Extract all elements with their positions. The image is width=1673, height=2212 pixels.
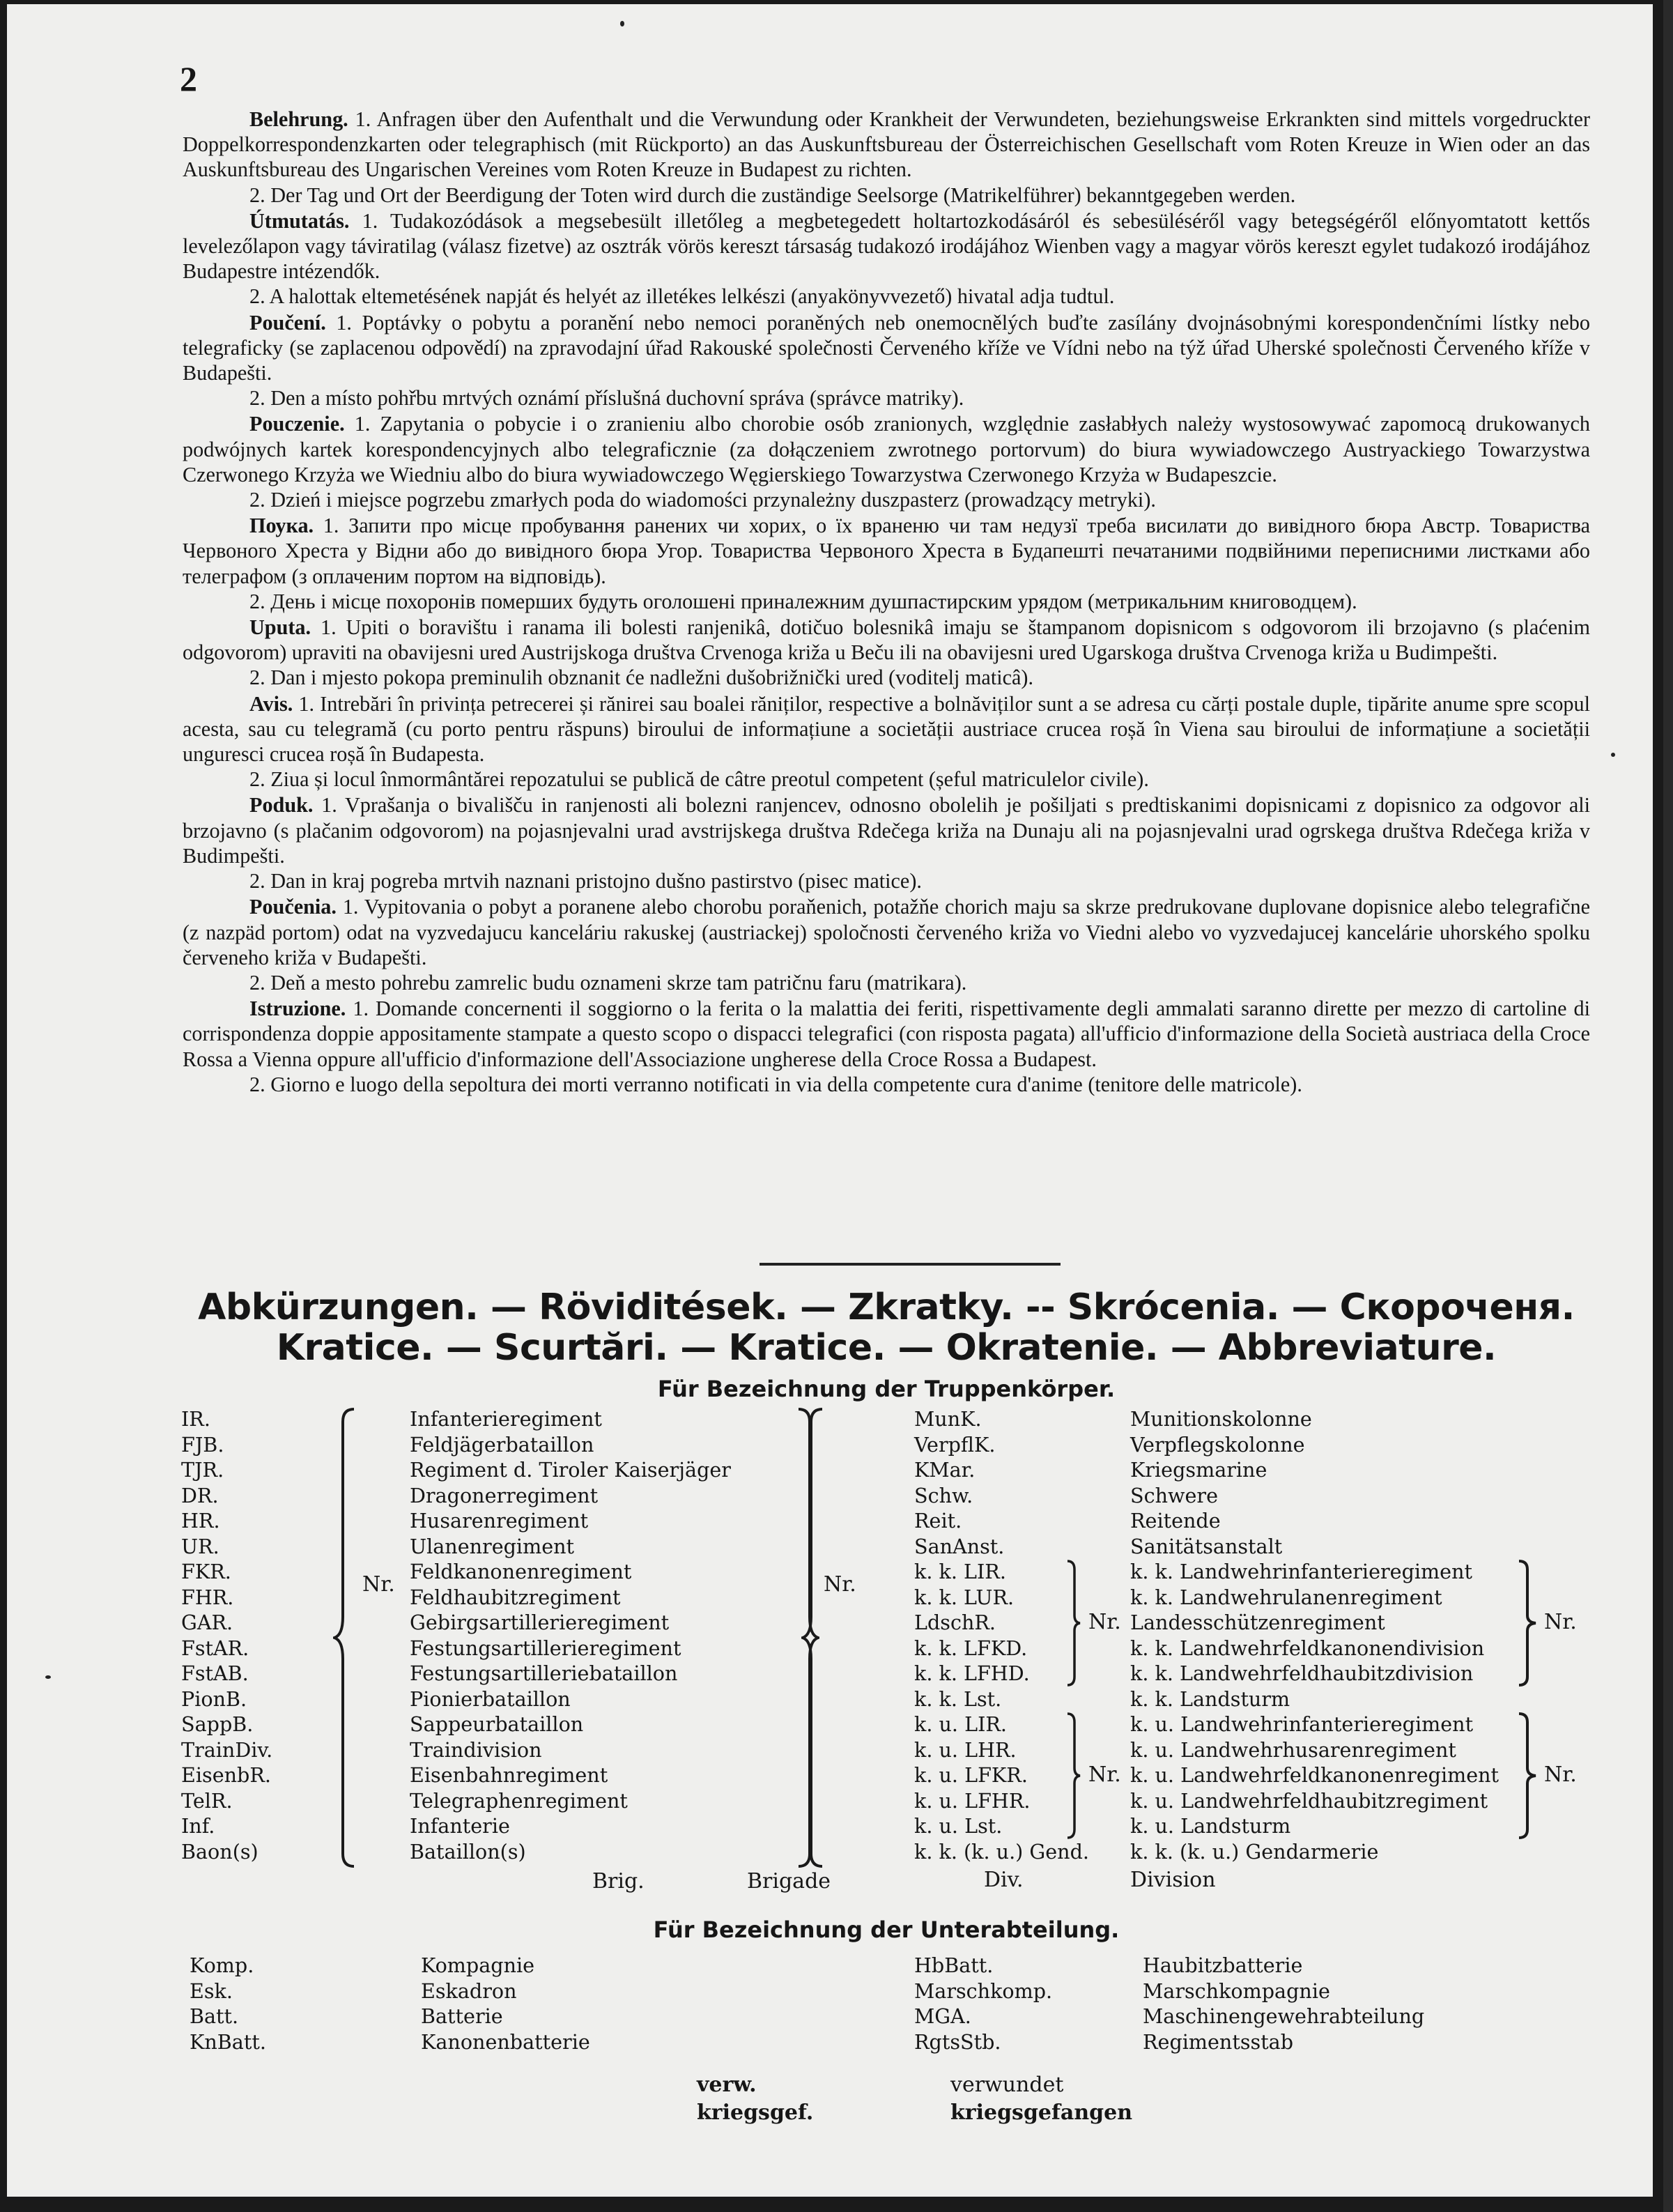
instruction-paragraph	[183, 691, 1590, 767]
troop-right-abbr-column	[914, 1406, 1089, 1864]
troop-abbr: EisenbR.	[181, 1763, 271, 1787]
instruction-text: 1. Upiti o boravištu i ranama ili bolesti ranjenikâ, dotičuo bolesnikâ imaju se štampanom dopisnicom s odgovorom ili brzojavno (s plaćenim odgovorom) upraviti na obavijesni ured Austrijskoga društva Crvenoga križa u Beču ili na obavijesni ured Ugarskoga društva Crvenoga križa u Budimpešti.	[183, 615, 1591, 665]
brig-full: Brigade	[747, 1869, 831, 1894]
instruction-paragraph	[183, 996, 1590, 1072]
troop-full-name: Reitende	[1130, 1509, 1221, 1533]
troop-full-name: k. k. Landsturm	[1130, 1687, 1290, 1711]
sub-left-full-column	[421, 1953, 590, 2054]
troop-full-name: Traindivision	[410, 1737, 542, 1762]
subunit-abbr: HbBatt.	[914, 1953, 994, 1977]
div-abbr: Div.	[984, 1868, 1024, 1892]
instruction-label: Avis.	[249, 691, 293, 716]
subunit-full-name: Kanonenbatterie	[421, 2029, 590, 2054]
instruction-text: 1. Zapytania o pobycie i o zranieniu albo chorobie osób zranionych, względnie zasłabłych należy wystosowywać zapomocą drukowanych podwójnych kartek korespondencyjnych albo telegraficznie (za dołączeniem zwrotnego portorvum) do biura wywiadowczego Austryackiego Towarzystwa Czerwonego Krzyża we Wiedniu albo do biura wywiadowczego Węgierskiego Towarzystwa Czerwonego Krzyża w Budapeszcie.	[183, 412, 1591, 486]
instruction-paragraph	[183, 107, 1590, 183]
instruction-label: Belehrung.	[249, 107, 348, 131]
instruction-burial-paragraph: 2. Giorno e luogo della sepoltura dei morti verranno notificati in via della competente cura d'anime (tenitore delle matricole).	[249, 1072, 1302, 1096]
right-brace-ku	[1516, 1712, 1537, 1839]
sub-right-abbr-column	[914, 1953, 1052, 2054]
instruction-label: Поука.	[249, 514, 314, 538]
troop-abbr: k. u. LHR.	[914, 1737, 1017, 1762]
troop-full-name: Eisenbahnregiment	[410, 1763, 608, 1787]
troop-abbr: MunK.	[914, 1407, 982, 1431]
troop-full-name: k. u. Landwehrinfanterieregiment	[1130, 1712, 1474, 1736]
troop-full-name: k. k. Landwehrinfanterieregiment	[1130, 1560, 1472, 1583]
troop-full-name: Regiment d. Tiroler Kaiserjäger	[410, 1458, 731, 1482]
nr-label-ku-left: Nr.	[1088, 1762, 1121, 1787]
instruction-label: Pouczenie.	[249, 412, 345, 436]
kgf-full: kriegsgefangen	[950, 2100, 1133, 2125]
subunit-abbr: Komp.	[190, 1953, 254, 1977]
subunit-full-name: Marschkompagnie	[1143, 1979, 1330, 2003]
subunit-abbr: KnBatt.	[190, 2029, 266, 2054]
instruction-paragraph	[183, 513, 1590, 589]
subunit-abbr: RgtsStb.	[914, 2029, 1001, 2054]
subunit-full-name: Haubitzbatterie	[1143, 1953, 1303, 1977]
troop-abbr: SanAnst.	[914, 1534, 1005, 1558]
instruction-burial-paragraph: 2. Ziua și locul înmormântărei repozatului se publică de câtre preotul competent (șeful matriculelor civile).	[249, 767, 1149, 792]
middle-brace-right	[801, 1408, 826, 1868]
troop-full-name: Infanterie	[410, 1814, 510, 1838]
troop-abbr: GAR.	[181, 1611, 233, 1634]
instruction-paragraph	[183, 208, 1590, 284]
left-brace	[333, 1408, 358, 1868]
nr-label-kk-right: Nr.	[1544, 1610, 1577, 1634]
verw-abbr: verw.	[697, 2073, 757, 2097]
instruction-burial-paragraph: 2. Deň a mesto pohrebu zamrelic budu oznameni skrze tam patričnu faru (matrikara).	[249, 970, 967, 994]
inner-brace-ku-left	[1065, 1712, 1081, 1839]
troop-full-name: k. u. Landsturm	[1130, 1814, 1291, 1838]
instruction-burial-paragraph: 2. Den a místo pohřbu mrtvých oznámí příslušná duchovní správa (správce matriky).	[249, 386, 964, 410]
troop-full-name: Telegraphenregiment	[410, 1788, 628, 1813]
troop-abbr: FJB.	[181, 1432, 224, 1457]
troop-abbr: TrainDiv.	[181, 1737, 273, 1762]
instruction-burial-paragraph: 2. Der Tag und Ort der Beerdigung der Toten wird durch die zuständige Seelsorge (Matrikelführer) bekanntgegeben werden.	[249, 183, 1296, 207]
troop-right-full-column	[1130, 1406, 1499, 1864]
troop-abbr: k. k. Lst.	[914, 1687, 1002, 1711]
troop-abbr: FstAR.	[181, 1636, 249, 1660]
subunit-full-name: Batterie	[421, 2004, 503, 2028]
troop-abbr: k. k. LIR.	[914, 1560, 1006, 1583]
instruction-paragraph	[183, 615, 1590, 665]
troop-abbr: SappB.	[181, 1712, 254, 1736]
instructions-body	[183, 106, 1590, 1097]
subunit-full-name: Regimentsstab	[1143, 2029, 1294, 2054]
instruction-label: Útmutatás.	[249, 208, 350, 233]
troop-full-name: k. u. Landwehrfeldhaubitzregiment	[1130, 1788, 1488, 1813]
troop-abbr: TelR.	[181, 1788, 233, 1813]
instruction-burial-paragraph: 2. A halottak eltemetésének napját és helyét az illetékes lelkészi (anyakönyvvezető) hivatal adja tudtul.	[249, 284, 1115, 309]
instruction-paragraph	[183, 411, 1590, 487]
instruction-text: 1. Poptávky o pobytu a poranění nebo nemoci poraněných neb onemocnělých buďte zasílány dvojnásobnými korespondenčními lístky nebo telegraficky (se zaplacenou odpovědí) na zpravodajní úřad Rakouské společnosti Červeného kříže ve Vídni nebo na týž úřad Uherské společnosti Červeného kříže v Budapešti.	[183, 310, 1590, 385]
troop-full-name: Feldkanonenregiment	[410, 1560, 632, 1583]
instruction-text: 1. Запити про місце пробування ранених чи хорих, о їх враненю чи там недузї треба висилати до вивідного бюра Австр. Товариства Червоного Хреста у Відни або до вивідного бюра Угор. Товариства Червоного Хреста в Будапешті печатаними подвійними переписними листками або телеграфом (з оплаченим портом на відповідь).	[183, 514, 1591, 588]
subunit-full-name: Kompagnie	[421, 1953, 535, 1977]
troop-full-name: Husarenregiment	[410, 1509, 589, 1533]
troop-full-name: Infanterieregiment	[410, 1407, 602, 1431]
instruction-text: 1. Vypitovania o pobyt a poranene alebo chorobu poraňenich, potažňe chorich maju sa skrze predrukovane duplovane dopisnice alebo telegrafične (z nazpäd portom) odat na vyzvedajucu kanceláriu rakuskej (austriackej) spoločnosti červeného križa vo Viedni alebo vo vyzvedajucej kancelárie uhorského spolku červeneho križa v Budapešti.	[183, 895, 1590, 969]
troop-abbr: IR.	[181, 1407, 210, 1431]
troop-full-name: k. u. Landwehrfeldkanonenregiment	[1130, 1763, 1499, 1787]
troop-full-name: Festungsartillerieregiment	[410, 1636, 681, 1660]
troop-abbr: PionB.	[181, 1687, 247, 1711]
troop-abbr: LdschR.	[914, 1611, 996, 1634]
print-speck	[1611, 753, 1615, 757]
instruction-paragraph	[183, 310, 1590, 386]
abbreviations-title-line1: Abkürzungen. — Röviditések. — Zkratky. -- Skrócenia. — Скороченя.	[198, 1287, 1575, 1328]
troop-abbr: HR.	[181, 1509, 220, 1533]
subunit-full-name: Eskadron	[421, 1979, 517, 2003]
instruction-paragraph	[183, 894, 1590, 970]
nr-label-kk-left: Nr.	[1088, 1610, 1121, 1634]
troop-full-name: Festungsartilleriebataillon	[410, 1661, 678, 1685]
troop-full-name: Landesschützenregiment	[1130, 1611, 1385, 1634]
troop-abbr: k. u. LFKR.	[914, 1763, 1028, 1787]
subunit-abbr: Esk.	[190, 1979, 233, 2003]
nr-label-left: Nr.	[362, 1572, 395, 1597]
troop-abbr: k. u. Lst.	[914, 1814, 1003, 1838]
troop-abbr: VerpflK.	[914, 1432, 996, 1457]
instruction-burial-paragraph: 2. Dan in kraj pogreba mrtvih naznani pristojno dušno pastirstvo (pisec matice).	[249, 869, 922, 893]
instruction-text: 1. Domande concernenti il soggiorno o la ferita o la malattia dei feriti, rispettivamente degli ammalati saranno dirette per mezzo di cartoline di corrispondenza doppie appositamente stampate a questo scopo o dispacci telegrafici (con risposta pagata) all'ufficio d'informazione della Società austriaca della Croce Rossa a Vienna oppure all'ufficio d'informazione dell'Associazione ungherese della Croce Rossa a Budapest.	[183, 997, 1591, 1071]
troop-abbr: DR.	[181, 1483, 219, 1507]
sub-left-abbr-column	[190, 1953, 266, 2054]
instruction-text: 1. Tudakozódások a megsebesült illetőleg a megbetegedett holtartozkodásáról és sebesüléséről vagy betegségéről előnyomtatott kettős levelezőlapon vagy táviratilag (válasz fizetve) az osztrák vörös kereszt társaság tudakozó irodájához Wienben vagy a magyar vörös kereszt egylet tudakozó irodájához Budapestre intézendők.	[183, 208, 1590, 284]
print-speck	[620, 21, 624, 26]
troop-full-name: Feldhaubitzregiment	[410, 1585, 621, 1609]
verw-full: verwundet	[950, 2073, 1064, 2097]
troop-abbr: TJR.	[181, 1458, 224, 1482]
troop-abbr: Reit.	[914, 1509, 962, 1533]
scan-border	[1663, 0, 1673, 2212]
nr-label-middle: Nr.	[824, 1572, 856, 1597]
troop-abbr: k. u. LFHR.	[914, 1788, 1031, 1813]
troop-full-name: Munitionskolonne	[1130, 1407, 1312, 1431]
troop-abbr: FHR.	[181, 1585, 234, 1609]
troop-abbr: FKR.	[181, 1560, 231, 1583]
troop-full-name: Verpflegskolonne	[1130, 1432, 1305, 1457]
instruction-label: Poduk.	[249, 793, 314, 817]
troop-abbr: UR.	[181, 1534, 219, 1558]
troop-abbr: Baon(s)	[181, 1839, 259, 1864]
instruction-label: Uputa.	[249, 615, 311, 640]
troop-full-name: Ulanenregiment	[410, 1534, 575, 1558]
troop-full-name: Sanitätsanstalt	[1130, 1534, 1283, 1558]
nr-label-ku-right: Nr.	[1544, 1762, 1577, 1787]
instruction-paragraph	[183, 792, 1590, 868]
instruction-text: 1. Intrebări în privința petrecerei și rănirei sau boalei răniților, respective a bolnăviților sunt a se adresa cu cărți postale duple, tipărite anume spre scopul acesta, sau cu telegramă (cu porto pentru răspuns) biroului de informațiune a societății austriace crucea roșă în Viena sau biroului de informațiune a societății ungurescі crucea roșă în Budapesta.	[183, 691, 1590, 767]
troop-left-full-column	[410, 1406, 731, 1864]
page-number: 2	[180, 59, 197, 98]
troop-abbr: k. u. LIR.	[914, 1712, 1008, 1736]
troop-full-name: Kriegsmarine	[1130, 1458, 1267, 1482]
kgf-abbr: kriegsgef.	[697, 2100, 814, 2125]
troop-left-abbr-column	[181, 1406, 272, 1864]
troop-full-name: k. k. Landwehrfeldhaubitzdivision	[1130, 1661, 1474, 1685]
troop-abbr: KMar.	[914, 1458, 976, 1482]
div-full: Division	[1130, 1868, 1216, 1892]
document-page	[7, 4, 1653, 2197]
subunit-abbr: Marschkomp.	[914, 1979, 1053, 2003]
troop-full-name: Sappeurbataillon	[410, 1712, 584, 1736]
instruction-burial-paragraph: 2. Dzień i miejsce pogrzebu zmarłych poda do wiadomości przynależny duszpasterz (prowadzący metryki).	[249, 488, 1156, 512]
troop-full-name: Bataillon(s)	[410, 1839, 526, 1864]
instruction-text: 1. Anfragen über den Aufenthalt und die Verwundung oder Krankheit der Verwundeten, beziehungsweise Erkrankten sind mittels vorgedruckter Doppelkorrespondenzkarten oder telegraphisch (mit Rückporto) an das Auskunftsbureau der Österreichischen Gesellschaft vom Roten Kreuze in Wien oder an das Auskunftsbureau des Ungarischen Vereines vom Roten Kreuze in Budapest zu richten.	[183, 107, 1591, 182]
print-speck	[45, 1675, 51, 1679]
abbreviations-title-line2: Kratice. — Scurtări. — Kratice. — Okratenie. — Abbreviature.	[276, 1327, 1497, 1369]
instruction-burial-paragraph: 2. День і місце похоронів померших будуть оголошені приналежним душпастирским урядом (метрикальним книговодцем).	[249, 589, 1357, 613]
troop-full-name: k. k. Landwehrulanenregiment	[1130, 1585, 1442, 1609]
troop-full-name: Schwere	[1130, 1483, 1219, 1507]
section-divider	[760, 1263, 1061, 1266]
instruction-label: Poučenia.	[249, 895, 337, 919]
troop-full-name: Gebirgsartillerieregiment	[410, 1611, 670, 1634]
troop-full-name: k. u. Landwehrhusarenregiment	[1130, 1737, 1456, 1762]
subunit-full-name: Maschinengewehrabteilung	[1143, 2004, 1425, 2028]
subunit-abbr: MGA.	[914, 2004, 971, 2028]
troop-full-name: k. k. (k. u.) Gendarmerie	[1130, 1839, 1379, 1864]
troop-full-name: Pionierbataillon	[410, 1687, 571, 1711]
sub-right-full-column	[1143, 1953, 1424, 2054]
inner-brace-kk-left	[1065, 1560, 1081, 1687]
subunit-abbr: Batt.	[190, 2004, 239, 2028]
instruction-label: Poučení.	[249, 310, 326, 335]
troop-abbr: k. k. LUR.	[914, 1585, 1015, 1609]
troop-abbr: FstAB.	[181, 1661, 249, 1685]
troop-abbr: k. k. LFKD.	[914, 1636, 1028, 1660]
troop-abbr: k. k. LFHD.	[914, 1661, 1030, 1685]
troop-full-name: Dragonerregiment	[410, 1483, 599, 1507]
brig-abbr: Brig.	[592, 1869, 645, 1894]
troop-abbr: k. k. (k. u.) Gend.	[914, 1839, 1089, 1864]
instruction-burial-paragraph: 2. Dan i mjesto pokopa preminulih obznanit će nadležni dušobrižnički ured (voditelj maticâ).	[249, 666, 1034, 690]
troop-full-name: k. k. Landwehrfeldkanonendivision	[1130, 1636, 1485, 1660]
troop-abbr: Schw.	[914, 1483, 973, 1507]
subunits-heading: Für Bezeichnung der Unterabteilung.	[653, 1917, 1120, 1943]
instruction-label: Istruzione.	[249, 997, 346, 1021]
troop-units-heading: Für Bezeichnung der Truppenkörper.	[657, 1376, 1116, 1402]
troop-full-name: Feldjägerbataillon	[410, 1432, 594, 1457]
instruction-text: 1. Vprašanja o bivališču in ranjenosti ali bolezni ranjencev, odnosno obolelih je pošiljati s predtiskanimi dopisnicami z dopisnico za odgovor ali brzojavno (s plačanim odgovorom) na pojasnjevalni urad avstrijskega društva Rdečega križa na Dunaju ali na pojasnjevalni urad ogrskega društva Rdečega križa v Budimpešti.	[183, 793, 1591, 868]
troop-abbr: Inf.	[181, 1814, 215, 1838]
right-brace-kk	[1516, 1560, 1537, 1687]
